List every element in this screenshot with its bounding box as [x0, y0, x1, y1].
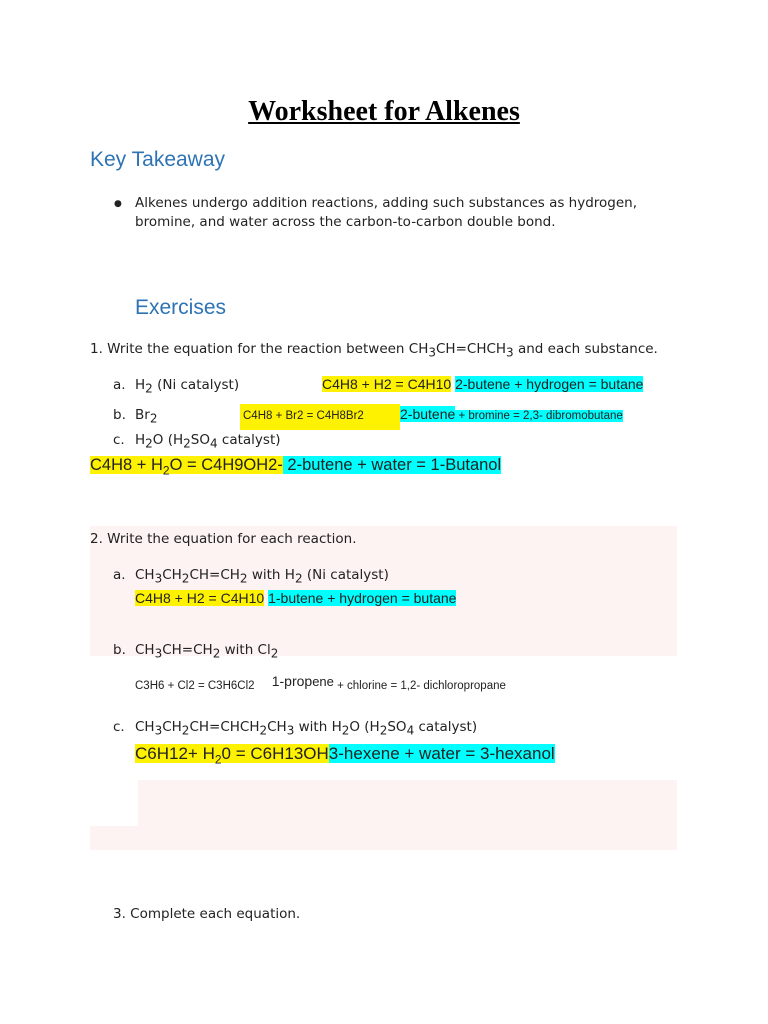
sub: 4 [209, 436, 218, 451]
sub: 2 [239, 571, 248, 586]
q2-b-words2: ene [312, 674, 334, 689]
frag: with H [247, 567, 295, 583]
sub: 2 [341, 723, 350, 738]
q2-b-label: b. [113, 642, 126, 658]
q1-b-equation: C4H8 + Br2 = C4H8Br2 [243, 410, 364, 422]
q1-c-label: c. [113, 432, 125, 448]
sub: 2 [181, 571, 190, 586]
sub: 4 [406, 723, 415, 738]
q1-a-equation: C4H8 + H2 = C4H10 [322, 376, 452, 392]
frag: with H [294, 719, 342, 735]
sub: 2 [379, 723, 388, 738]
frag: CH [135, 719, 155, 735]
q1-prompt-suffix: and each substance. [513, 341, 658, 357]
sub: 3 [154, 646, 163, 661]
q1-c-rest1: O (H [152, 432, 184, 448]
q2-a-text [135, 567, 389, 586]
page-title: Worksheet for Alkenes [248, 96, 520, 127]
q1-prompt-prefix: 1. Write the equation for the reaction between CH [90, 341, 429, 357]
q2-b-equation: C3H6 + Cl2 = C3H6Cl2 [135, 680, 255, 692]
q2-b-words3: + chlorine = 1,2- dichloropropane [333, 680, 506, 692]
q2-a-label: a. [113, 567, 126, 583]
frag: CH=CH [162, 642, 213, 658]
sub: 2 [294, 571, 303, 586]
q2-a-answer [135, 590, 456, 606]
q1-b-words2: + bromine = 2,3- dibromobutane [455, 410, 623, 422]
q1-c-eq-b: O = C4H9OH2- [169, 456, 283, 474]
q1-a-answer [322, 376, 643, 392]
frag: CH [135, 567, 155, 583]
frag: with Cl [220, 642, 271, 658]
q2-c-text [135, 719, 477, 738]
takeaway-line-1: Alkenes undergo addition reactions, adding such substances as hydrogen, [135, 195, 638, 211]
q1-c-rest2: SO [190, 432, 210, 448]
q2-c-label: c. [113, 719, 125, 735]
frag: CH [135, 642, 155, 658]
key-takeaway-heading: Key Takeaway [90, 148, 226, 171]
q2-c-answer [135, 744, 555, 766]
q1-b-br: Br [135, 407, 150, 423]
q2-a-equation: C4H8 + H2 = C4H10 [135, 590, 265, 606]
q1-a-words: 2-butene + hydrogen = butane [455, 376, 644, 392]
bullet-dot: ● [114, 199, 122, 209]
sub: 2 [145, 436, 153, 451]
exercises-heading: Exercises [135, 296, 227, 319]
q2-c-words: 3-hexene + water = 3-hexanol [328, 744, 555, 763]
frag: CH [162, 719, 182, 735]
sub: 2 [181, 723, 190, 738]
q2-b-answer [135, 673, 506, 692]
sub: 2 [145, 381, 153, 396]
q3-prompt: 3. Complete each equation. [113, 906, 301, 922]
q2-c-equation [135, 744, 329, 767]
q1-b-answer [400, 406, 623, 422]
q1-a-rest: (Ni catalyst) [152, 377, 240, 393]
frag: O (H [349, 719, 380, 735]
q1-b-text [135, 407, 157, 426]
frag: CH [267, 719, 287, 735]
q1-b-label: b. [113, 407, 126, 423]
q1-prompt [90, 341, 658, 360]
sub: 2 [270, 646, 279, 661]
q2-b-words1: 1-prop [271, 673, 313, 689]
takeaway-line-2: bromine, and water across the carbon-to-carbon double bond. [135, 214, 556, 230]
sub: 2 [259, 723, 268, 738]
q1-c-answer [90, 456, 501, 477]
sub: 2 [212, 646, 221, 661]
sub: 2 [183, 436, 191, 451]
q2-a-words: 1-butene + hydrogen = butane [268, 590, 457, 606]
q1-c-equation [90, 456, 283, 478]
q1-a-text [135, 377, 239, 396]
q1-c-rest3: catalyst) [217, 432, 281, 448]
frag: catalyst) [414, 719, 478, 735]
frag: CH [162, 567, 182, 583]
answer-area-shade [90, 826, 677, 850]
sub: 2 [149, 411, 158, 426]
q1-c-h: H [135, 432, 146, 448]
q1-c-words: 2-butene + water = 1-Butanol [282, 456, 502, 474]
answer-area-shade [138, 780, 677, 826]
frag: CH=CHCH [189, 719, 260, 735]
sub: 3 [286, 723, 295, 738]
q1-prompt-mid: CH=CHCH [436, 341, 507, 357]
frag: CH=CH [189, 567, 240, 583]
q1-a-label: a. [113, 377, 126, 393]
frag: SO [387, 719, 407, 735]
q1-c-text [135, 432, 281, 451]
sub: 3 [154, 723, 163, 738]
sub: 2 [162, 463, 170, 478]
q2-b-text [135, 642, 278, 661]
sub: 3 [506, 345, 514, 360]
q1-b-words1: 2-butene [400, 406, 456, 422]
q2-prompt: 2. Write the equation for each reaction. [90, 531, 357, 547]
sub: 3 [154, 571, 163, 586]
q1-a-h: H [135, 377, 146, 393]
frag: (Ni catalyst) [302, 567, 389, 583]
q1-c-eq-a: C4H8 + H [90, 456, 163, 474]
sub: 2 [214, 752, 222, 767]
q2-c-eq-b: 0 = C6H13OH [221, 744, 329, 763]
sub: 3 [428, 345, 436, 360]
q2-c-eq-a: C6H12+ H [135, 744, 215, 763]
